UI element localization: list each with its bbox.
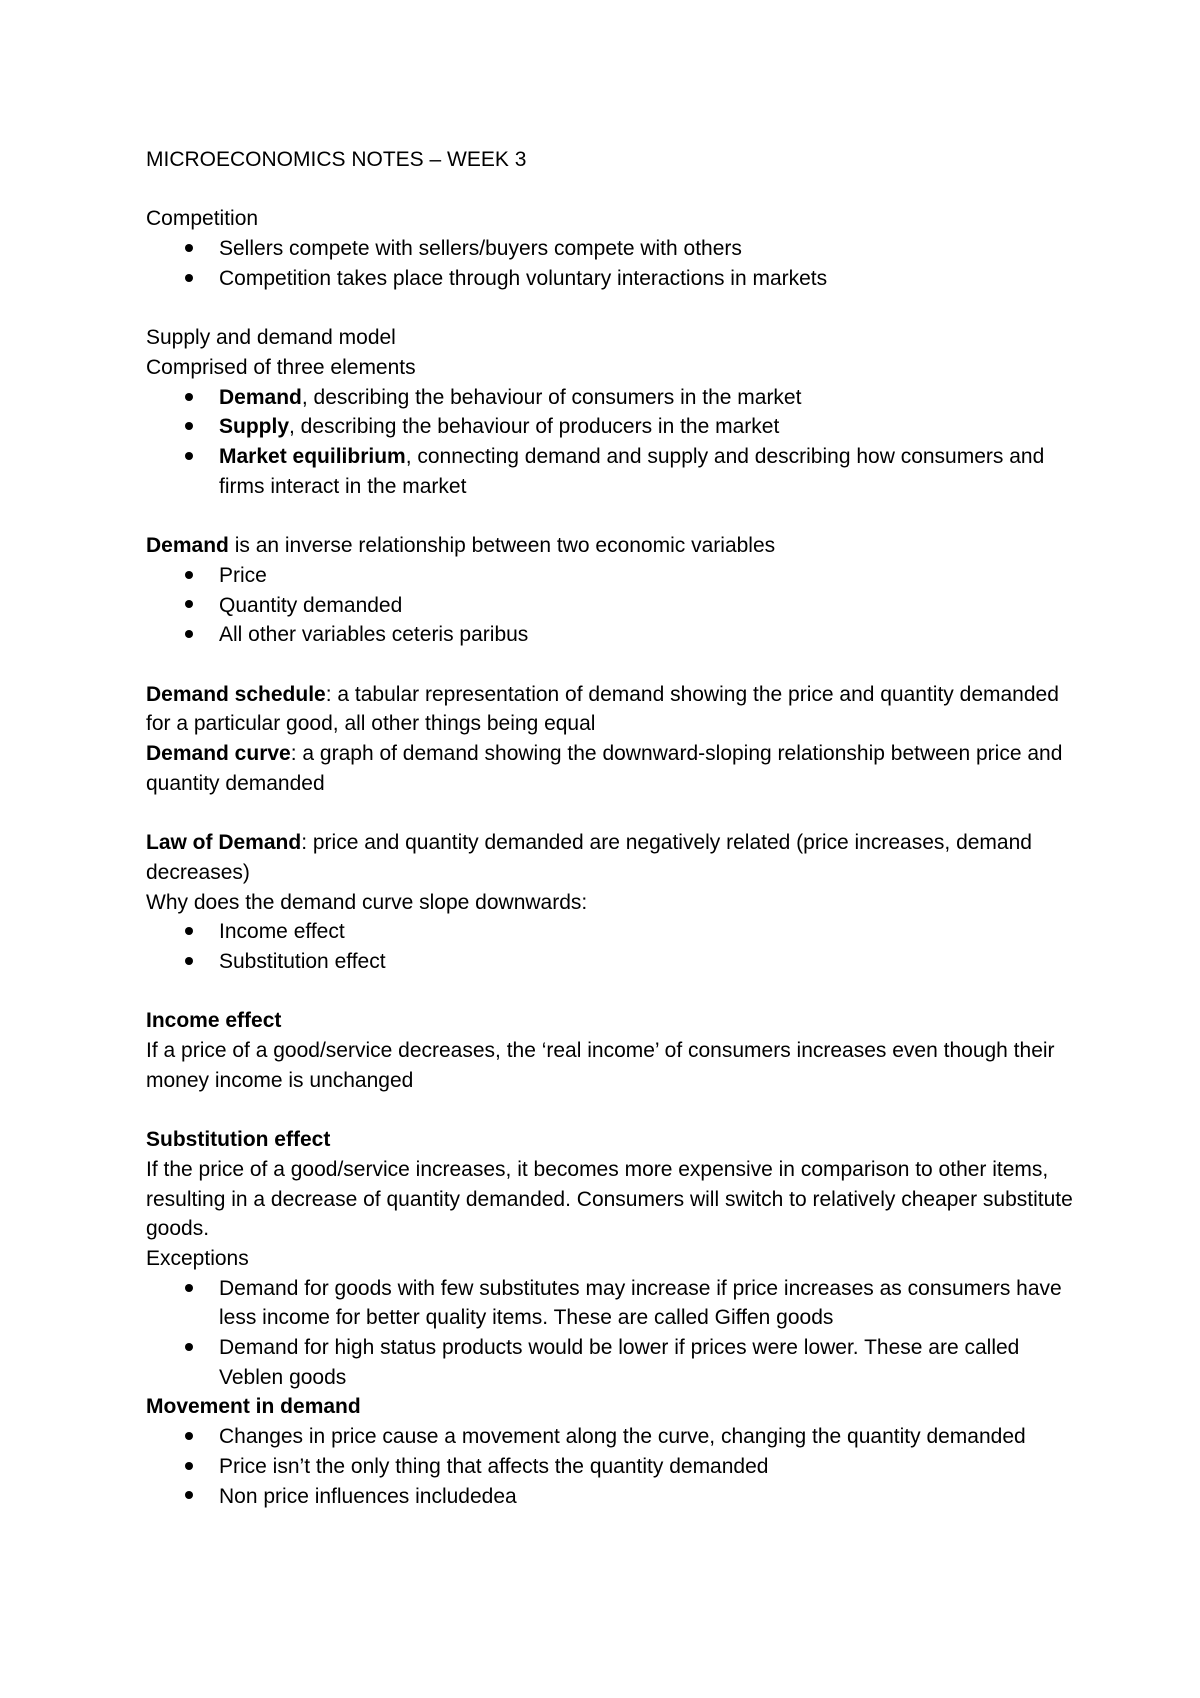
bullet-icon bbox=[184, 947, 194, 977]
spacer bbox=[146, 501, 1086, 531]
spacer bbox=[146, 1095, 1086, 1125]
list-item: Price bbox=[146, 561, 1086, 591]
movement-list bbox=[146, 1422, 1086, 1511]
bullet-icon bbox=[184, 383, 194, 413]
list-item: Demand for goods with few substitutes may increase if price increases as consumers have less income for better quality items. These are called Giffen goods bbox=[146, 1274, 1086, 1333]
bullet-icon bbox=[184, 412, 194, 442]
bullet-icon bbox=[184, 1452, 194, 1482]
law-of-demand: Law of Demand: price and quantity demanded are negatively related (price increases, demand decreases) bbox=[146, 831, 1032, 884]
supply-demand-list bbox=[146, 383, 1086, 502]
demand-slope-question: Why does the demand curve slope downwards: bbox=[146, 890, 588, 914]
bullet-icon bbox=[184, 620, 194, 650]
list-item: Non price influences includedea bbox=[146, 1482, 1086, 1512]
bullet-icon bbox=[184, 1274, 194, 1304]
slope-reasons-list bbox=[146, 917, 1086, 976]
list-item: Competition takes place through voluntary interactions in markets bbox=[146, 264, 1086, 294]
list-item: Market equilibrium, connecting demand and supply and describing how consumers and firms interact in the market bbox=[146, 442, 1086, 501]
bullet-icon bbox=[184, 1333, 194, 1363]
list-item: Quantity demanded bbox=[146, 591, 1086, 621]
competition-heading: Competition bbox=[146, 207, 259, 231]
supply-demand-intro: Comprised of three elements bbox=[146, 355, 416, 379]
movement-heading: Movement in demand bbox=[146, 1395, 361, 1419]
exceptions-list bbox=[146, 1274, 1086, 1393]
exceptions-label: Exceptions bbox=[146, 1246, 249, 1270]
substitution-effect-heading: Substitution effect bbox=[146, 1128, 331, 1152]
list-item: All other variables ceteris paribus bbox=[146, 620, 1086, 650]
bullet-icon bbox=[184, 917, 194, 947]
supply-demand-heading: Supply and demand model bbox=[146, 326, 396, 350]
list-item: Supply, describing the behaviour of producers in the market bbox=[146, 412, 1086, 442]
bullet-icon bbox=[184, 591, 194, 621]
spacer bbox=[146, 977, 1086, 1007]
bullet-icon bbox=[184, 234, 194, 264]
list-item: Price isn’t the only thing that affects the quantity demanded bbox=[146, 1452, 1086, 1482]
spacer bbox=[146, 175, 1086, 205]
list-item: Substitution effect bbox=[146, 947, 1086, 977]
substitution-effect-text: If the price of a good/service increases, it becomes more expensive in comparison to other items, resulting in a decrease of quantity demanded. Consumers will switch to relatively cheaper substitute goods. bbox=[146, 1157, 1073, 1241]
demand-variables-list bbox=[146, 561, 1086, 650]
competition-list bbox=[146, 234, 1086, 293]
bullet-icon bbox=[184, 1422, 194, 1452]
demand-curve-definition: Demand curve: a graph of demand showing the downward-sloping relationship between price and quantity demanded bbox=[146, 742, 1063, 795]
document-page bbox=[146, 145, 1086, 1511]
document-title: MICROECONOMICS NOTES – WEEK 3 bbox=[146, 148, 527, 171]
spacer bbox=[146, 294, 1086, 324]
list-item: Changes in price cause a movement along the curve, changing the quantity demanded bbox=[146, 1422, 1086, 1452]
list-item: Income effect bbox=[146, 917, 1086, 947]
demand-schedule-definition: Demand schedule: a tabular representation of demand showing the price and quantity demanded for a particular good, all other things being equal bbox=[146, 682, 1059, 736]
income-effect-heading: Income effect bbox=[146, 1009, 282, 1033]
spacer bbox=[146, 650, 1086, 680]
list-item: Demand, describing the behaviour of consumers in the market bbox=[146, 383, 1086, 413]
demand-definition: Demand is an inverse relationship between two economic variables bbox=[146, 534, 776, 558]
bullet-icon bbox=[184, 1482, 194, 1512]
list-item: Sellers compete with sellers/buyers compete with others bbox=[146, 234, 1086, 264]
spacer bbox=[146, 798, 1086, 828]
list-item: Demand for high status products would be lower if prices were lower. These are called Veblen goods bbox=[146, 1333, 1086, 1392]
bullet-icon bbox=[184, 561, 194, 591]
bullet-icon bbox=[184, 442, 194, 472]
income-effect-text: If a price of a good/service decreases, the ‘real income’ of consumers increases even though their money income is unchanged bbox=[146, 1039, 1055, 1092]
bullet-icon bbox=[184, 264, 194, 294]
